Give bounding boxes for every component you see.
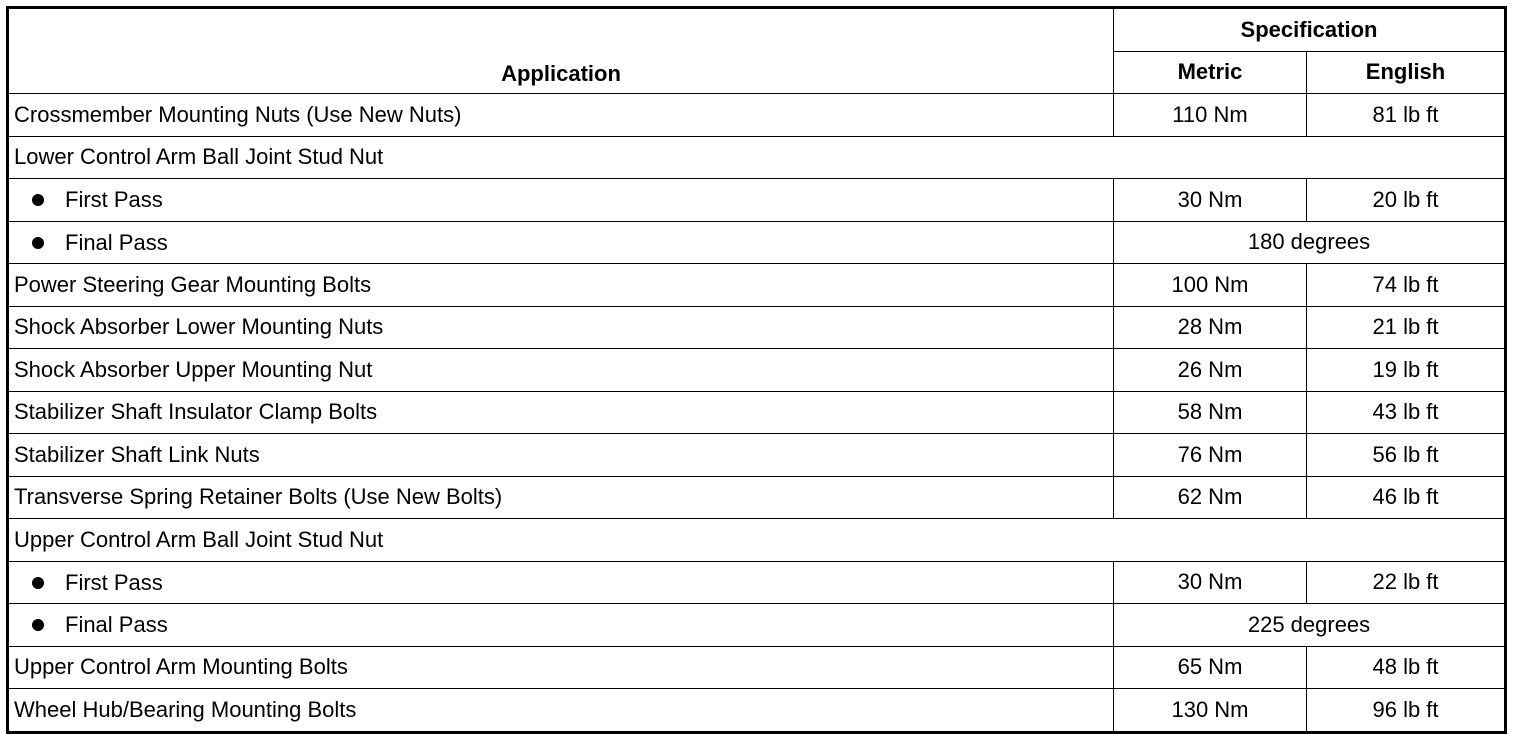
cell-english: 22 lb ft — [1307, 561, 1506, 604]
table-row — [8, 306, 1506, 349]
table-row — [8, 561, 1506, 604]
cell-english: 21 lb ft — [1307, 306, 1506, 349]
cell-english: 48 lb ft — [1307, 646, 1506, 689]
cell-metric: 76 Nm — [1114, 434, 1307, 477]
cell-metric: 62 Nm — [1114, 476, 1307, 519]
cell-application — [8, 221, 1114, 264]
table-row — [8, 136, 1506, 179]
cell-english: 43 lb ft — [1307, 391, 1506, 434]
cell-application: Crossmember Mounting Nuts (Use New Nuts) — [8, 94, 1114, 137]
sub-step — [14, 189, 163, 211]
cell-application — [8, 561, 1114, 604]
bullet-icon — [32, 577, 44, 589]
table-row — [8, 519, 1506, 562]
cell-application: Lower Control Arm Ball Joint Stud Nut — [8, 136, 1506, 179]
cell-application: Stabilizer Shaft Link Nuts — [8, 434, 1114, 477]
cell-english: 20 lb ft — [1307, 179, 1506, 222]
cell-application: Wheel Hub/Bearing Mounting Bolts — [8, 689, 1114, 733]
bullet-icon — [32, 619, 44, 631]
table-row — [8, 646, 1506, 689]
table-row — [8, 391, 1506, 434]
sub-step — [14, 569, 163, 595]
sub-step-label: Final Pass — [65, 229, 168, 255]
table-body — [8, 94, 1506, 733]
cell-english: 74 lb ft — [1307, 264, 1506, 307]
cell-spec-combined: 180 degrees — [1114, 221, 1506, 264]
header-application: Application — [8, 8, 1114, 94]
header-row-top — [8, 8, 1506, 52]
cell-application: Shock Absorber Upper Mounting Nut — [8, 349, 1114, 392]
cell-application: Upper Control Arm Ball Joint Stud Nut — [8, 519, 1506, 562]
cell-english: 96 lb ft — [1307, 689, 1506, 733]
sub-step-label: First Pass — [65, 569, 163, 595]
cell-english: 19 lb ft — [1307, 349, 1506, 392]
cell-english: 56 lb ft — [1307, 434, 1506, 477]
sub-step-label: Final Pass — [65, 612, 168, 638]
table-row — [8, 179, 1506, 222]
cell-metric: 65 Nm — [1114, 646, 1307, 689]
table-row — [8, 94, 1506, 137]
cell-metric: 110 Nm — [1114, 94, 1307, 137]
bullet-icon — [32, 194, 44, 206]
table-row — [8, 221, 1506, 264]
table-row — [8, 476, 1506, 519]
header-english: English — [1307, 51, 1506, 94]
cell-metric: 26 Nm — [1114, 349, 1307, 392]
table-row — [8, 349, 1506, 392]
header-metric: Metric — [1114, 51, 1307, 94]
cell-application — [8, 604, 1114, 647]
header-specification: Specification — [1114, 8, 1506, 52]
cell-application: Shock Absorber Lower Mounting Nuts — [8, 306, 1114, 349]
sub-step — [14, 229, 168, 255]
cell-metric: 28 Nm — [1114, 306, 1307, 349]
table-row — [8, 689, 1506, 733]
cell-application: Upper Control Arm Mounting Bolts — [8, 646, 1114, 689]
cell-application — [8, 179, 1114, 222]
cell-metric: 130 Nm — [1114, 689, 1307, 733]
bullet-icon — [32, 237, 44, 249]
table-row — [8, 434, 1506, 477]
cell-english: 46 lb ft — [1307, 476, 1506, 519]
cell-application: Stabilizer Shaft Insulator Clamp Bolts — [8, 391, 1114, 434]
cell-application: Transverse Spring Retainer Bolts (Use New Bolts) — [8, 476, 1114, 519]
cell-metric: 30 Nm — [1114, 561, 1307, 604]
cell-application: Power Steering Gear Mounting Bolts — [8, 264, 1114, 307]
sub-step-label: First Pass — [65, 187, 163, 213]
cell-metric: 58 Nm — [1114, 391, 1307, 434]
cell-spec-combined: 225 degrees — [1114, 604, 1506, 647]
table-row — [8, 264, 1506, 307]
cell-metric: 30 Nm — [1114, 179, 1307, 222]
fastener-spec-table — [6, 6, 1507, 734]
table-row — [8, 604, 1506, 647]
cell-english: 81 lb ft — [1307, 94, 1506, 137]
cell-metric: 100 Nm — [1114, 264, 1307, 307]
sub-step — [14, 614, 168, 636]
